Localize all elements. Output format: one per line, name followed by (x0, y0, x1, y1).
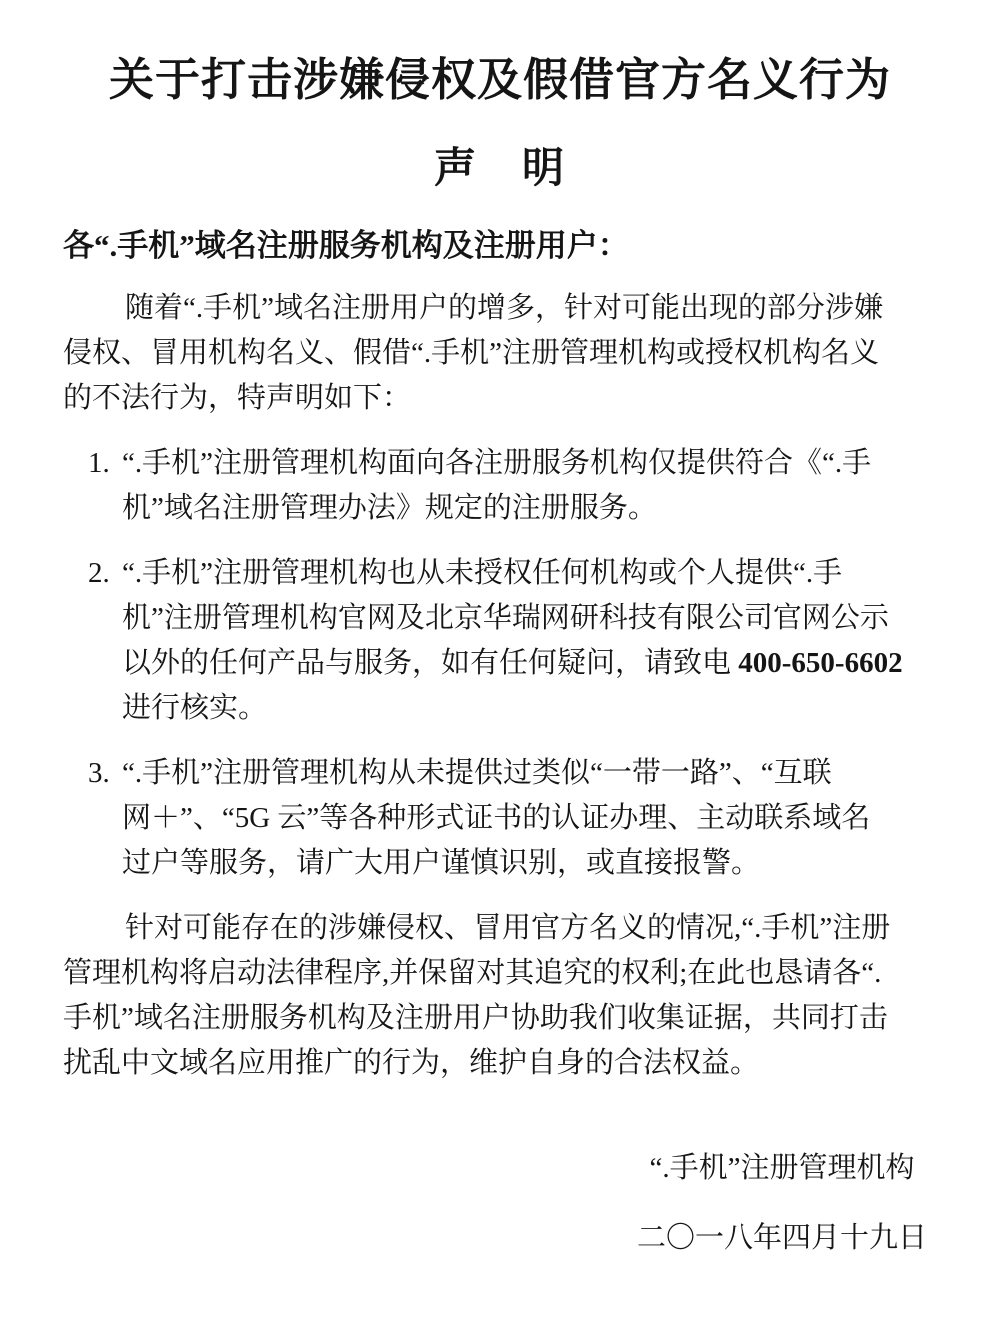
text-line: 的不法行为，特声明如下： (63, 382, 412, 415)
text-line: 侵权、冒用机构名义、假借“.手机”注册管理机构或授权机构名义 (63, 337, 879, 370)
text-line: 网＋”、“5G 云”等各种形式证书的认证办理、主动联系域名 (122, 802, 871, 835)
text-line: 机”域名注册管理办法》规定的注册服务。 (122, 492, 657, 525)
salutation: 各“.手机”域名注册服务机构及注册用户： (63, 228, 629, 264)
text-line: 手机”域名注册服务机构及注册用户协助我们收集证据，共同打击 (63, 1002, 888, 1035)
document-subtitle: 声 明 (433, 144, 566, 192)
text-line: “.手机”注册管理机构从未提供过类似“一带一路”、“互联 (122, 757, 832, 790)
statement-document (0, 55, 1000, 1339)
text-line: “.手机”注册管理机构也从未授权任何机构或个人提供“.手 (122, 557, 843, 590)
item-text (122, 441, 937, 531)
phone-number: 400-650-6602 (738, 647, 903, 680)
text-line: 过户等服务，请广大用户谨慎识别，或直接报警。 (122, 847, 761, 880)
intro-paragraph (63, 286, 937, 421)
signature: “.手机”注册管理机构 (649, 1152, 915, 1185)
document-title: 关于打击涉嫌侵权及假借官方名义行为 (108, 54, 891, 105)
signature-block (637, 1146, 927, 1261)
list-item-3 (88, 751, 937, 886)
text-line: 管理机构将启动法律程序,并保留对其追究的权利;在此也恳请各“. (63, 957, 882, 990)
text-line: 进行核实。 (122, 692, 268, 725)
text-line: 扰乱中文域名应用推广的行为，维护自身的合法权益。 (63, 1047, 760, 1080)
item-number: 1. (88, 447, 110, 480)
text-line: 随着“.手机”域名注册用户的增多，针对可能出现的部分涉嫌 (125, 292, 883, 325)
phone-line-prefix: 以外的任何产品与服务，如有任何疑问，请致电 (122, 647, 739, 680)
list-item-2 (88, 551, 937, 731)
list-item-1 (88, 441, 937, 531)
signature-date: 二〇一八年四月十九日 (636, 1222, 927, 1255)
text-line: 针对可能存在的涉嫌侵权、冒用官方名义的情况,“.手机”注册 (125, 912, 891, 945)
closing-paragraph (63, 906, 937, 1086)
item-text (122, 551, 937, 731)
text-line (122, 641, 937, 686)
text-line: 机”注册管理机构官网及北京华瑞网研科技有限公司官网公示 (122, 602, 889, 635)
item-number: 3. (88, 757, 110, 790)
item-lines (122, 551, 937, 641)
text-line: “.手机”注册管理机构面向各注册服务机构仅提供符合《“.手 (122, 447, 872, 480)
item-number: 2. (88, 557, 110, 590)
item-text (122, 751, 937, 886)
